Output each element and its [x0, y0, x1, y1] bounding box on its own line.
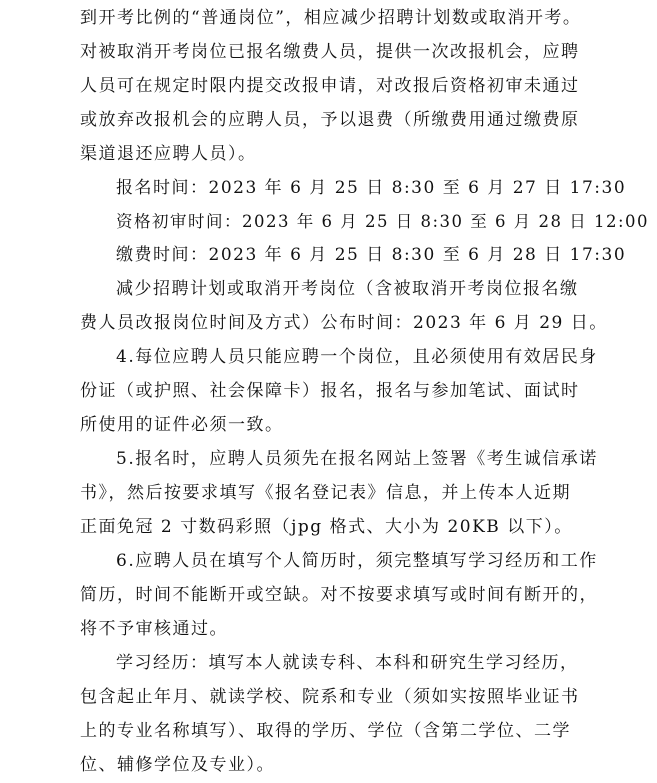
paragraph-line: 对被取消开考岗位已报名缴费人员，提供一次改报机会，应聘 — [80, 42, 580, 62]
paragraph-line: 或放弃改报机会的应聘人员，予以退费（所缴费用通过缴费原 — [80, 110, 580, 130]
paragraph-line: 到开考比例的“普通岗位”，相应减少招聘计划数或取消开考。 — [80, 8, 582, 28]
item-6-line: 6.应聘人员在填写个人简历时，须完整填写学习经历和工作 — [116, 551, 598, 571]
paragraph-line: 份证（或护照、社会保障卡）报名，报名与参加笔试、面试时 — [80, 381, 580, 401]
paragraph-line: 将不予审核通过。 — [80, 619, 228, 639]
paragraph-line: 简历，时间不能断开或空缺。对不按要求填写或时间有断开的， — [80, 585, 598, 605]
qualification-review-time-line: 资格初审时间：2023 年 6 月 25 日 8:30 至 6 月 28 日 12:00 — [116, 212, 650, 231]
study-history-line: 学习经历：填写本人就读专科、本科和研究生学习经历， — [116, 653, 579, 673]
paragraph-line: 人员可在规定时限内提交改报申请，对改报后资格初审未通过 — [80, 76, 580, 96]
paragraph-line: 正面免冠 2 寸数码彩照（jpg 格式、大小为 20KB 以下）。 — [80, 517, 573, 537]
paragraph-line: 费人员改报岗位时间及方式）公布时间：2023 年 6 月 29 日。 — [80, 313, 608, 333]
payment-time-line: 缴费时间：2023 年 6 月 25 日 8:30 至 6 月 28 日 17:30 — [116, 245, 627, 265]
paragraph-line: 书》，然后按要求填写《报名登记表》信息，并上传本人近期 — [80, 483, 571, 503]
paragraph-line: 所使用的证件必须一致。 — [80, 415, 284, 435]
paragraph-line: 减少招聘计划或取消开考岗位（含被取消开考岗位报名缴 — [116, 279, 579, 299]
paragraph-line: 包含起止年月、就读学校、院系和专业（须如实按照毕业证书 — [80, 687, 580, 707]
paragraph-line: 位、辅修学位及专业）。 — [80, 755, 275, 775]
registration-time-line: 报名时间：2023 年 6 月 25 日 8:30 至 6 月 27 日 17:30 — [116, 178, 627, 198]
paragraph-line: 渠道退还应聘人员）。 — [80, 144, 257, 164]
paragraph-line: 上的专业名称填写）、取得的学历、学位（含第二学位、二学 — [80, 721, 571, 741]
item-4-line: 4.每位应聘人员只能应聘一个岗位，且必须使用有效居民身 — [116, 347, 598, 367]
item-5-line: 5.报名时，应聘人员须先在报名网站上签署《考生诚信承诺 — [116, 449, 598, 469]
